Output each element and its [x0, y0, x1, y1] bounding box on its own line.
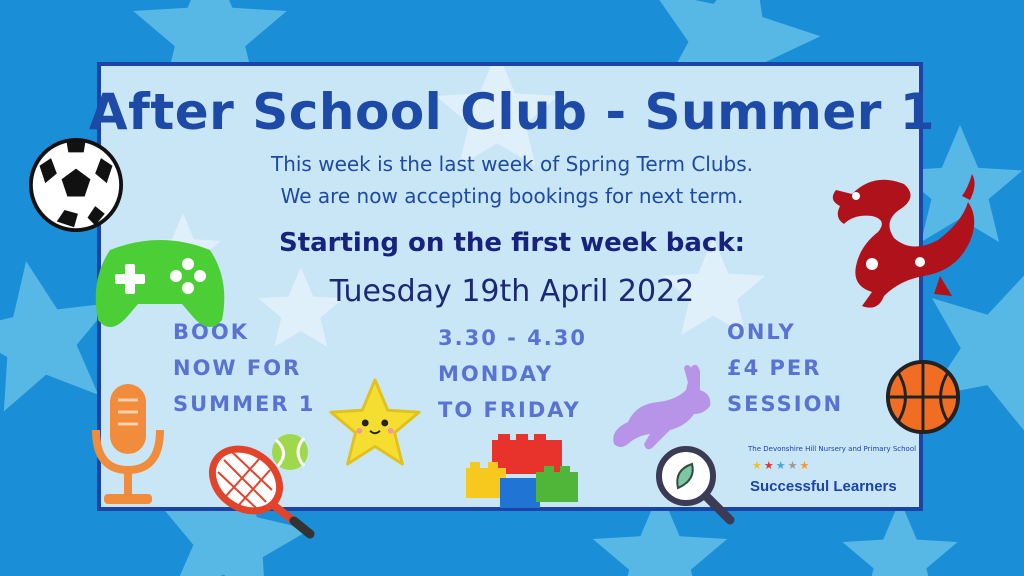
dragon-icon: [822, 166, 982, 318]
star-character-icon: [326, 376, 424, 466]
subtitle-line-2: We are now accepting bookings for next term.: [280, 184, 744, 208]
times-column: [438, 320, 587, 428]
price-line: ONLY: [727, 320, 796, 344]
booking-line: SUMMER 1: [173, 392, 316, 416]
basketball-icon: [884, 358, 962, 436]
booking-line: NOW FOR: [173, 356, 302, 380]
times-line: 3.30 - 4.30: [438, 326, 587, 350]
starting-heading: Starting on the first week back:: [278, 228, 746, 258]
microphone-icon: [88, 380, 168, 510]
price-line: £4 PER: [727, 356, 822, 380]
rainbow-stars-icon: ★★★★★: [752, 459, 812, 472]
school-name: The Devonshire Hill Nursery and Primary School: [748, 445, 917, 453]
magnifying-glass-icon: [652, 444, 738, 526]
page-title: After School Club - Summer 1: [88, 83, 936, 141]
tennis-ball-icon: [270, 432, 310, 472]
game-controller-icon: [90, 230, 230, 335]
lego-bricks-icon: [462, 430, 582, 512]
soccer-ball-icon: [28, 137, 124, 233]
school-logo: [748, 445, 928, 501]
price-line: SESSION: [727, 392, 844, 416]
start-date: Tuesday 19th April 2022: [329, 274, 695, 309]
price-column: [727, 314, 843, 422]
subtitle-line-1: This week is the last week of Spring Term Clubs.: [270, 152, 754, 176]
booking-line: BOOK: [173, 320, 249, 344]
school-motto: Successful Learners: [750, 478, 897, 495]
rabbit-icon: [606, 360, 716, 452]
times-line: TO FRIDAY: [438, 398, 581, 422]
times-line: MONDAY: [438, 362, 554, 386]
